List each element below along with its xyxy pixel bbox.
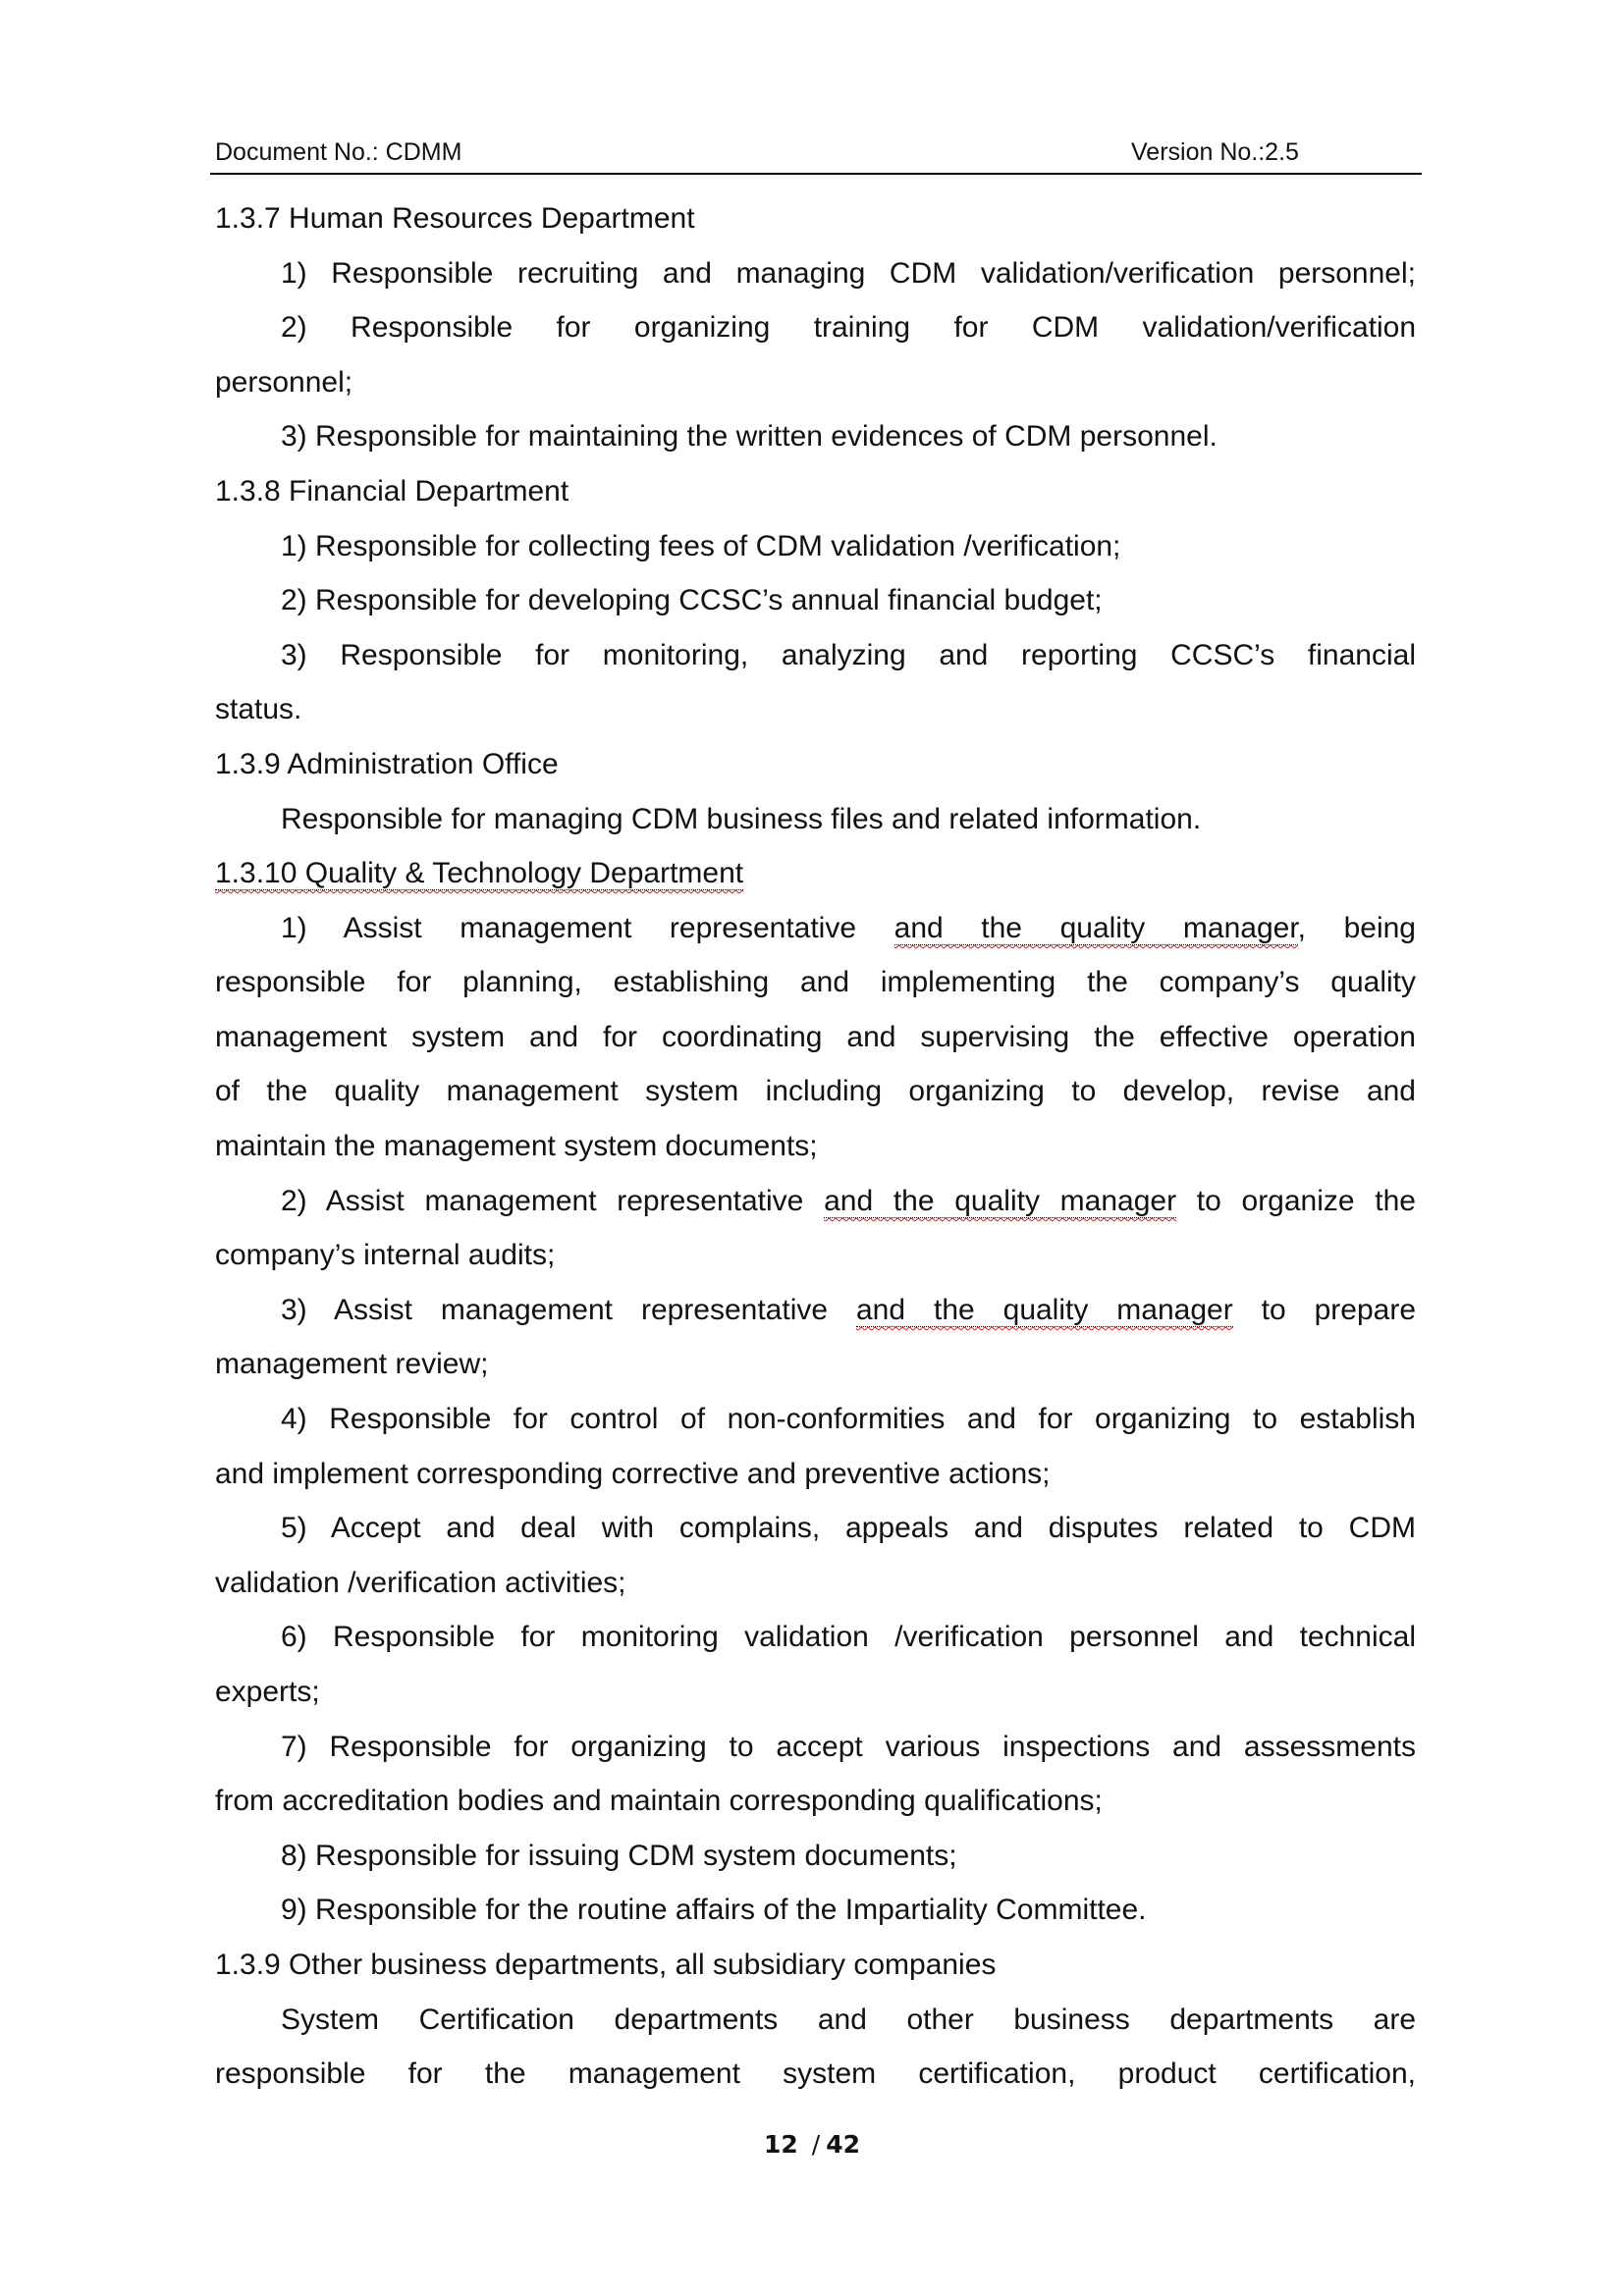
quality-item-2-cont: company’s internal audits;	[215, 1239, 556, 1271]
hr-item-3: 3) Responsible for maintaining the written evidences of CDM personnel.	[281, 420, 1218, 453]
underlined-text: and the quality manager	[856, 1294, 1233, 1326]
quality-item-6-cont: experts;	[215, 1676, 320, 1708]
quality-item-3-cont: management review;	[215, 1348, 489, 1380]
header-version-number: Version No.:2.5	[1131, 138, 1299, 166]
financial-item-2: 2) Responsible for developing CCSC’s annual financial budget;	[281, 584, 1103, 616]
quality-item-2	[215, 1184, 1416, 1219]
section-heading-administration: 1.3.9 Administration Office	[215, 748, 559, 780]
administration-text: Responsible for managing CDM business files and related information.	[281, 803, 1202, 835]
spellcheck-flag	[215, 857, 743, 890]
other-departments-line-2: responsible for the management system certification, product certification,	[215, 2057, 1416, 2090]
section-heading-quality-text: 1.3.10 Quality & Technology Department	[215, 857, 744, 889]
text-fragment: to prepare	[1232, 1294, 1417, 1326]
hr-item-1: 1) Responsible recruiting and managing CDM validation/verification personnel;	[281, 257, 1416, 290]
quality-item-5: 5) Accept and deal with complains, appeals and disputes related to CDM	[281, 1512, 1416, 1544]
quality-item-7: 7) Responsible for organizing to accept various inspections and assessments	[281, 1731, 1416, 1763]
page-number	[0, 2130, 1624, 2160]
quality-item-8: 8) Responsible for issuing CDM system documents;	[281, 1840, 957, 1872]
quality-item-6: 6) Responsible for monitoring validation /verification personnel and technical	[281, 1621, 1416, 1653]
quality-item-7-cont: from accreditation bodies and maintain corresponding qualifications;	[215, 1785, 1103, 1817]
quality-item-3	[215, 1293, 1416, 1328]
quality-item-4: 4) Responsible for control of non-conformities and for organizing to establish	[281, 1403, 1416, 1435]
spellcheck-flag	[894, 912, 1298, 945]
section-heading-other-departments: 1.3.9 Other business departments, all subsidiary companies	[215, 1949, 997, 1981]
quality-item-1-line-2: responsible for planning, establishing and implementing the company’s quality	[215, 966, 1416, 998]
text-fragment: 2) Assist management representative	[281, 1185, 825, 1217]
page-total: 42	[826, 2130, 861, 2159]
header-document-number: Document No.: CDMM	[215, 138, 462, 166]
underlined-text: and the quality manager	[824, 1185, 1177, 1217]
text-fragment: 3) Assist management representative	[281, 1294, 856, 1326]
hr-item-2: 2) Responsible for organizing training for CDM validation/verification	[281, 311, 1416, 344]
header-rule	[210, 173, 1422, 175]
spellcheck-flag	[856, 1294, 1233, 1327]
page-separator: /	[811, 2130, 821, 2159]
spellcheck-flag	[824, 1185, 1176, 1218]
other-departments-line-1: System Certification departments and other business departments are	[281, 2003, 1416, 2036]
quality-item-4-cont: and implement corresponding corrective and preventive actions;	[215, 1458, 1051, 1490]
section-heading-hr: 1.3.7 Human Resources Department	[215, 202, 695, 235]
quality-item-5-cont: validation /verification activities;	[215, 1567, 626, 1599]
hr-item-2-cont: personnel;	[215, 366, 353, 399]
page-current: 12	[763, 2130, 798, 2159]
underlined-text: and the quality manager	[893, 912, 1298, 944]
text-fragment: 1) Assist management representative	[281, 912, 894, 944]
financial-item-3: 3) Responsible for monitoring, analyzing and reporting CCSC’s financial	[281, 639, 1416, 671]
quality-item-1	[215, 911, 1416, 946]
text-fragment: to organize the	[1176, 1185, 1416, 1217]
section-heading-quality	[215, 856, 1416, 891]
quality-item-1-line-4: of the quality management system including organizing to develop, revise and	[215, 1075, 1416, 1107]
section-heading-financial: 1.3.8 Financial Department	[215, 475, 569, 507]
financial-item-3-cont: status.	[215, 693, 302, 725]
quality-item-1-line-5: maintain the management system documents;	[215, 1130, 818, 1162]
text-fragment: , being	[1297, 912, 1416, 944]
quality-item-9: 9) Responsible for the routine affairs of the Impartiality Committee.	[281, 1894, 1147, 1926]
financial-item-1: 1) Responsible for collecting fees of CDM validation /verification;	[281, 530, 1121, 562]
quality-item-1-line-3: management system and for coordinating and supervising the effective operation	[215, 1021, 1416, 1053]
